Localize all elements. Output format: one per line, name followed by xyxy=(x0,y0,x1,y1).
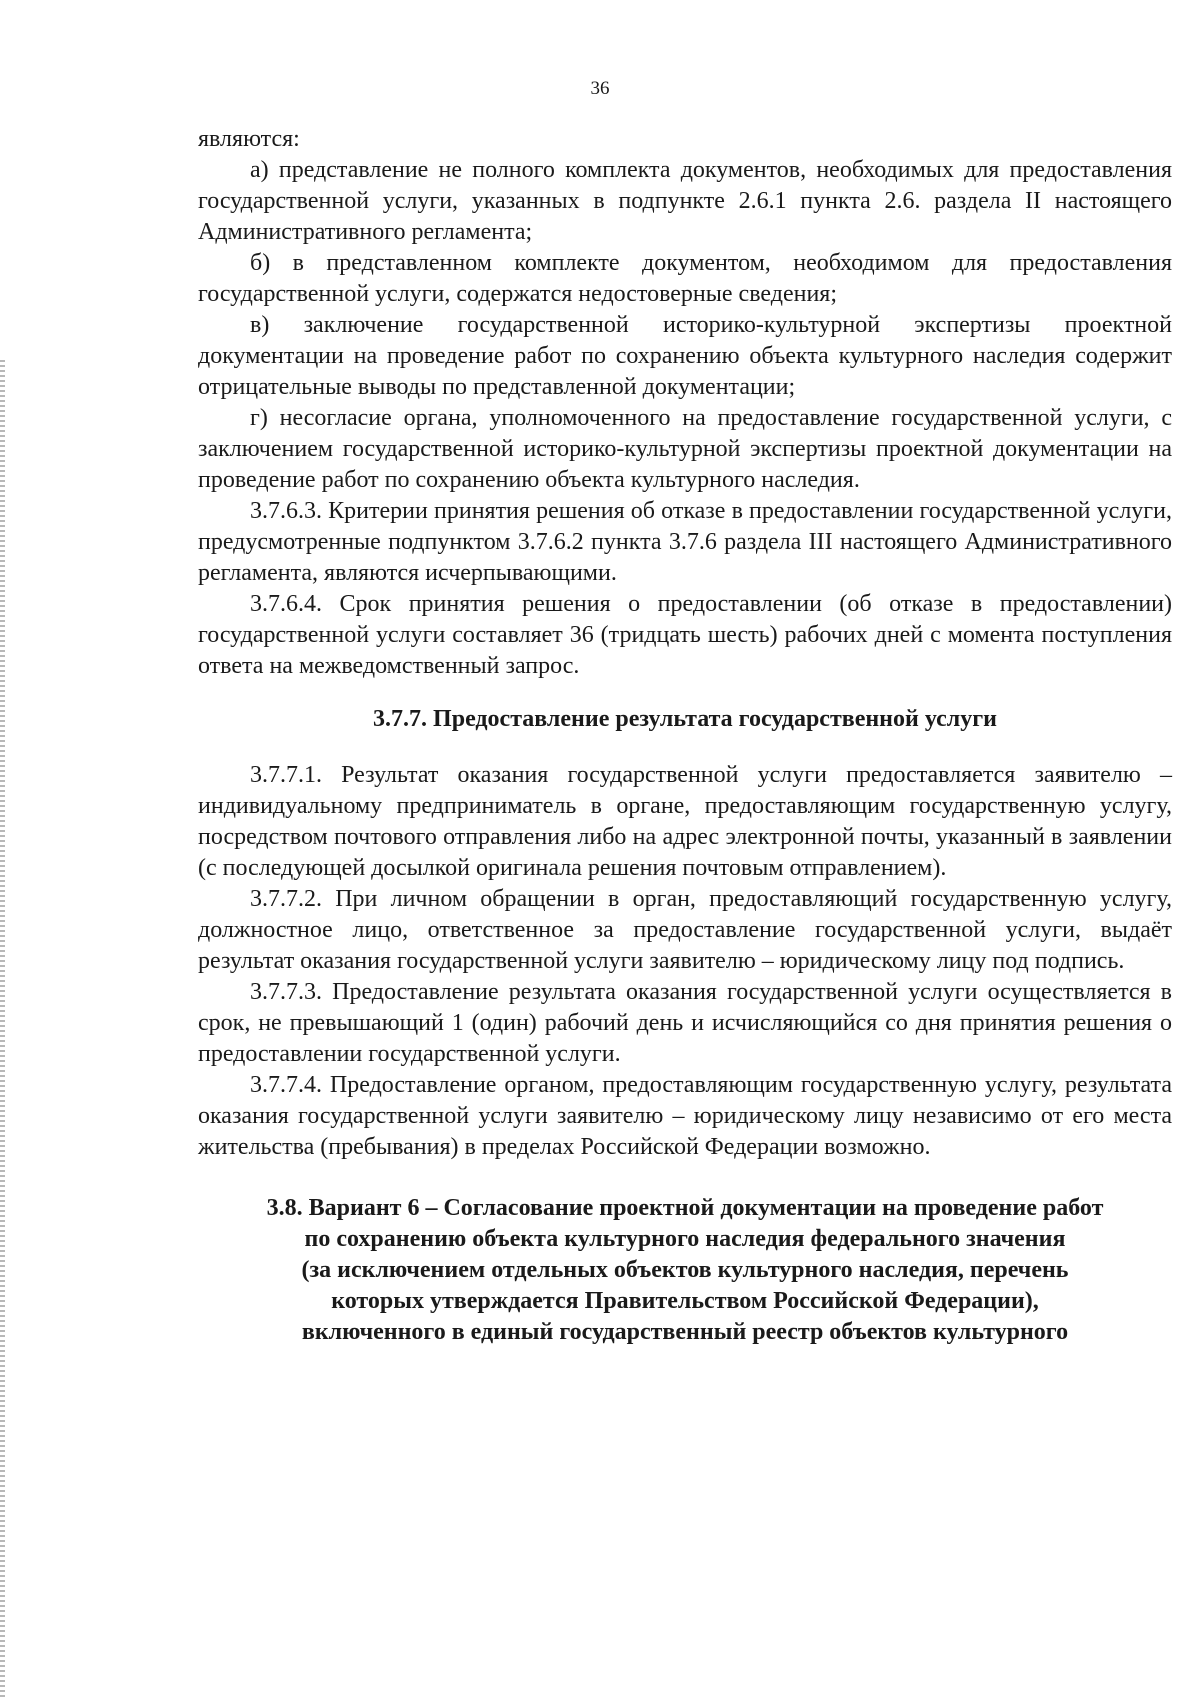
paragraph-3-7-7-3: 3.7.7.3. Предоставление результата оказания государственной услуги осуществляется в срок, не превышающий 1 (один) рабочий день и исчисляющийся со дня принятия решения о предоставлении государственной услуги. xyxy=(198,979,1172,1067)
paragraph-3-7-7-2: 3.7.7.2. При личном обращении в орган, предоставляющий государственную услугу, должностное лицо, ответственное за предоставление государственной услуги, выдаёт результат оказания государственной услуги заявителю – юридическому лицу под подпись. xyxy=(198,886,1172,974)
document-body xyxy=(198,124,1172,1348)
scan-edge-artifact xyxy=(0,360,5,1697)
section-heading-line: (за исключением отдельных объектов культурного наследия, перечень xyxy=(301,1257,1069,1283)
paragraph-3-7-6-4: 3.7.6.4. Срок принятия решения о предоставлении (об отказе в предоставлении) государственной услуги составляет 36 (тридцать шесть) рабочих дней с момента поступления ответа на межведомственный запрос. xyxy=(198,591,1172,679)
section-heading-3-8 xyxy=(198,1193,1172,1348)
page-number: 36 xyxy=(590,78,610,99)
section-heading-line: которых утверждается Правительством Российской Федерации), xyxy=(331,1288,1039,1314)
paragraph-item-b: б) в представленном комплекте документом, необходимом для предоставления государственной услуги, содержатся недостоверные сведения; xyxy=(198,250,1172,307)
paragraph-continuation: являются: xyxy=(198,126,300,152)
paragraph-3-7-7-1: 3.7.7.1. Результат оказания государственной услуги предоставляется заявителю – индивидуальному предприниматель в органе, предоставляющим государственную услугу, посредством почтового отправления либо на адрес электронной почты, указанный в заявлении (с последующей досылкой оригинала решения почтовым отправлением). xyxy=(198,762,1172,881)
paragraph-item-v: в) заключение государственной историко-культурной экспертизы проектной документации на проведение работ по сохранению объекта культурного наследия содержит отрицательные выводы по представленной документации; xyxy=(198,312,1172,400)
section-heading-line: включенного в единый государственный реестр объектов культурного xyxy=(301,1319,1069,1345)
section-heading-line: 3.8. Вариант 6 – Согласование проектной документации на проведение работ xyxy=(266,1195,1104,1221)
section-heading-3-7-7: 3.7.7. Предоставление результата государственной услуги xyxy=(373,706,997,732)
paragraph-item-g: г) несогласие органа, уполномоченного на предоставление государственной услуги, с заключением государственной историко-культурной экспертизы проектной документации на проведение работ по сохранению объекта культурного наследия. xyxy=(198,405,1172,493)
paragraph-3-7-6-3: 3.7.6.3. Критерии принятия решения об отказе в предоставлении государственной услуги, предусмотренные подпунктом 3.7.6.2 пункта 3.7.6 раздела III настоящего Административного регламента, являются исчерпывающими. xyxy=(198,498,1172,586)
section-heading-line: по сохранению объекта культурного наследия федерального значения xyxy=(304,1226,1066,1252)
paragraph-item-a: а) представление не полного комплекта документов, необходимых для предоставления государственной услуги, указанных в подпункте 2.6.1 пункта 2.6. раздела II настоящего Административного регламента; xyxy=(198,157,1172,245)
paragraph-3-7-7-4: 3.7.7.4. Предоставление органом, предоставляющим государственную услугу, результата оказания государственной услуги заявителю – юридическому лицу независимо от его места жительства (пребывания) в пределах Российской Федерации возможно. xyxy=(198,1072,1172,1160)
